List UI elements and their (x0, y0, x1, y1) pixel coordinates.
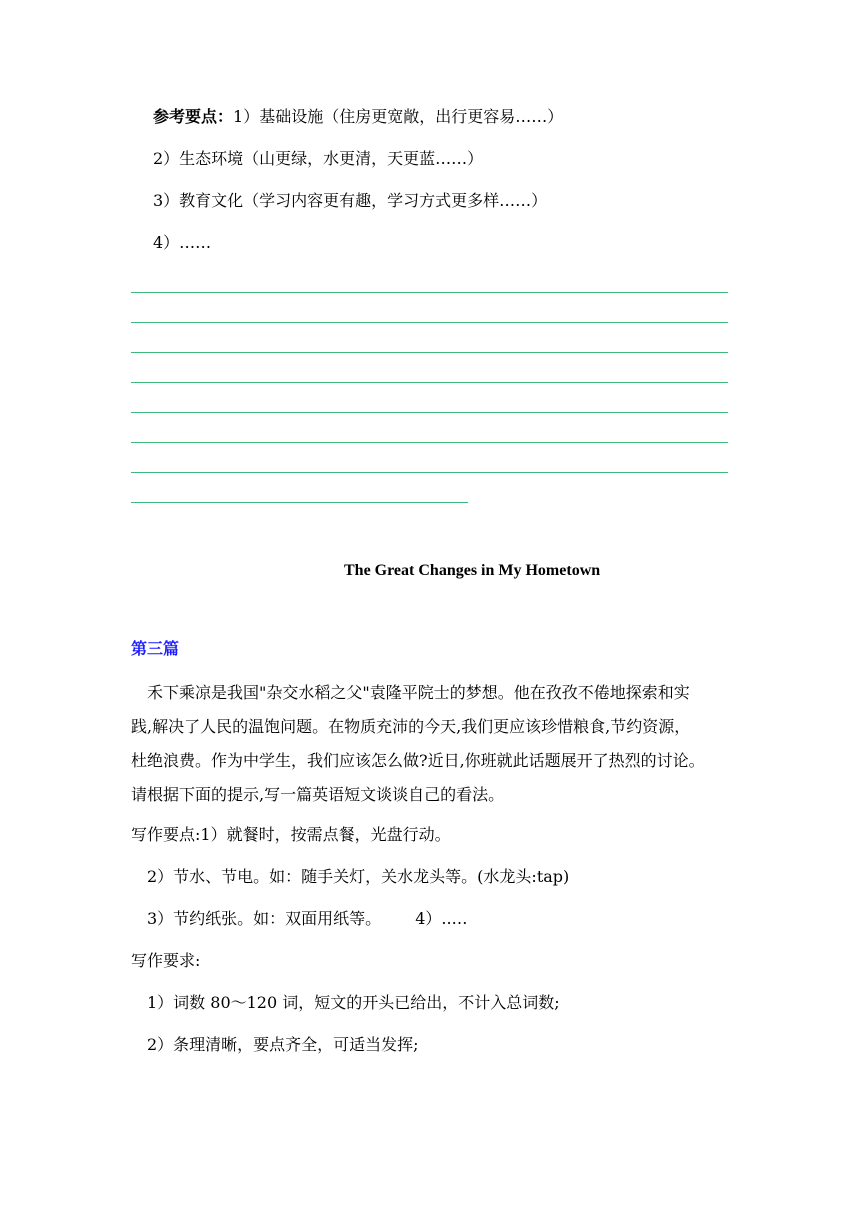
prompt-paragraph-line-2: 践,解决了人民的温饱问题。在物质充沛的今天,我们更应该珍惜粮食,节约资源， (131, 717, 691, 736)
requirements-label: 写作要求: (131, 951, 201, 970)
writing-point-3: 3）节约纸张。如：双面用纸等。 (147, 909, 382, 928)
writing-line (131, 382, 728, 383)
section-heading: 第三篇 (131, 639, 180, 658)
point-3-text: 3）教育文化（学习内容更有趣，学习方式更多样……） (153, 191, 548, 210)
writing-points-intro: 写作要点:1）就餐时，按需点餐，光盘行动。 (131, 825, 451, 844)
writing-line (131, 292, 728, 293)
reference-points-line-1 (153, 106, 563, 128)
writing-line (131, 412, 728, 413)
writing-point-2: 2）节水、节电。如：随手关灯，关水龙头等。(水龙头:tap) (147, 867, 570, 886)
writing-point-4: 4）..… (415, 909, 468, 928)
writing-line (131, 352, 728, 353)
writing-point-3-row (147, 908, 468, 930)
essay-title: The Great Changes in My Hometown (344, 562, 601, 579)
writing-line (131, 322, 728, 323)
writing-line-short (131, 502, 468, 503)
prompt-paragraph-line-1: 禾下乘凉是我国"杂交水稻之父"袁隆平院士的梦想。他在孜孜不倦地探索和实 (147, 683, 690, 702)
requirement-2: 2）条理清晰，要点齐全，可适当发挥; (147, 1035, 419, 1054)
reference-points-label: 参考要点： (153, 107, 234, 126)
point-4-text: 4）…… (153, 233, 212, 252)
prompt-paragraph-line-4: 请根据下面的提示,写一篇英语短文谈谈自己的看法。 (131, 785, 505, 804)
prompt-paragraph-line-3: 杜绝浪费。作为中学生，我们应该怎么做?近日,你班就此话题展开了热烈的讨论。 (131, 751, 705, 770)
writing-line (131, 472, 728, 473)
requirement-1: 1）词数 80～120 词，短文的开头已给出，不计入总词数; (147, 993, 560, 1012)
point-2-text: 2）生态环境（山更绿，水更清，天更蓝……） (153, 149, 484, 168)
writing-line (131, 442, 728, 443)
point-1-text: 1）基础设施（住房更宽敞，出行更容易……） (233, 107, 564, 126)
